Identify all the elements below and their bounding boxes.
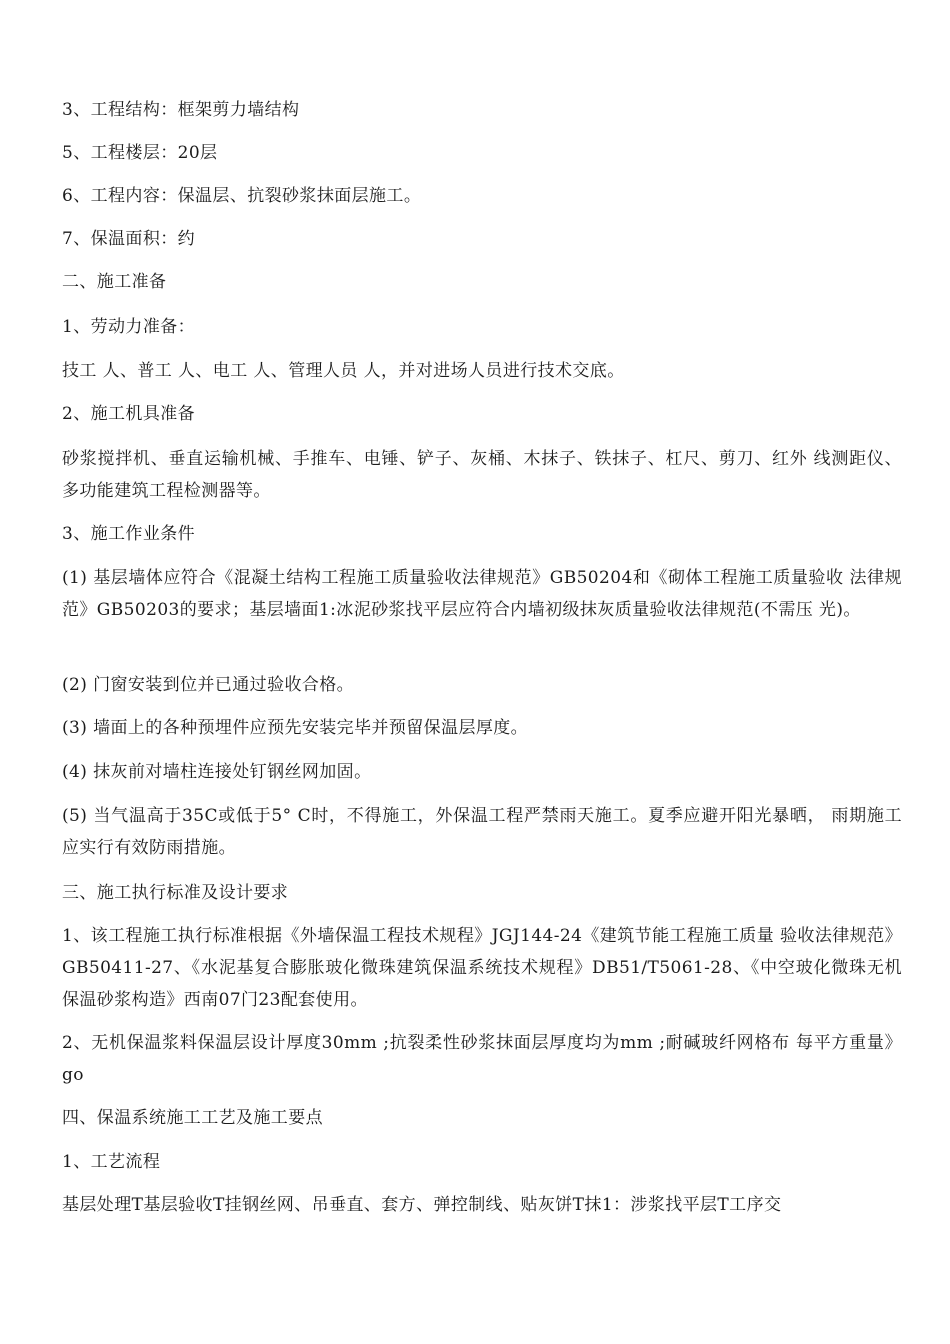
subheading-workflow: 1、工艺流程 — [62, 1152, 161, 1172]
item-floors: 5、工程楼层：20层 — [62, 143, 218, 163]
paragraph-standards: 1、该工程施工执行标准根据《外墙保温工程技术规程》JGJ144-24《建筑节能工程施工质量 验收法律规范》GB50411-27、《水泥基复合膨胀玻化微珠建筑保温系统技术规程》DB51/T5061-28、《中空玻化微珠无机保温砂浆构造》西南07门23配套使用。 — [62, 926, 902, 1010]
section-heading-preparation: 二、施工准备 — [62, 272, 167, 292]
paragraph-workflow: 基层处理T基层验收T挂钢丝网、吊垂直、套方、弹控制线、贴灰饼T抹1：涉浆找平层T工序交 — [62, 1195, 782, 1215]
subheading-labor: 1、劳动力准备： — [62, 317, 196, 337]
paragraph-labor: 技工 人、普工 人、电工 人、管理人员 人，并对进场人员进行技术交底。 — [62, 361, 625, 381]
section-heading-standards: 三、施工执行标准及设计要求 — [62, 883, 289, 903]
condition-1: (1) 基层墙体应符合《混凝土结构工程施工质量验收法律规范》GB50204和《砌体工程施工质量验收 法律规范》GB50203的要求；基层墙面1:冰泥砂浆找平层应符合内墙初级抹灰质量验收法律规范(不需压 光)。 — [62, 568, 902, 620]
condition-3: (3) 墙面上的各种预埋件应预先安装完毕并预留保温层厚度。 — [62, 718, 529, 738]
subheading-machinery: 2、施工机具准备 — [62, 404, 196, 424]
condition-5: (5) 当气温高于35C或低于5° C时，不得施工，外保温工程严禁雨天施工。夏季应避开阳光暴晒， 雨期施工应实行有效防雨措施。 — [62, 806, 902, 858]
paragraph-machinery: 砂浆搅拌机、垂直运输机械、手推车、电锤、铲子、灰桶、木抹子、铁抹子、杠尺、剪刀、红外 线测距仪、多功能建筑工程检测器等。 — [62, 449, 902, 501]
subheading-conditions: 3、施工作业条件 — [62, 524, 196, 544]
section-heading-process: 四、保温系统施工工艺及施工要点 — [62, 1108, 323, 1128]
item-content: 6、工程内容：保温层、抗裂砂浆抹面层施工。 — [62, 186, 422, 206]
condition-2: (2) 门窗安装到位并已通过验收合格。 — [62, 675, 355, 695]
condition-4: (4) 抹灰前对墙柱连接处钉钢丝网加固。 — [62, 762, 372, 782]
item-structure: 3、工程结构：框架剪力墙结构 — [62, 100, 300, 120]
paragraph-design: 2、无机保温浆料保温层设计厚度30mm ;抗裂柔性砂浆抹面层厚度均为mm ;耐碱玻纤网格布 每平方重量》go — [62, 1033, 902, 1085]
item-area: 7、保温面积：约 — [62, 229, 196, 249]
